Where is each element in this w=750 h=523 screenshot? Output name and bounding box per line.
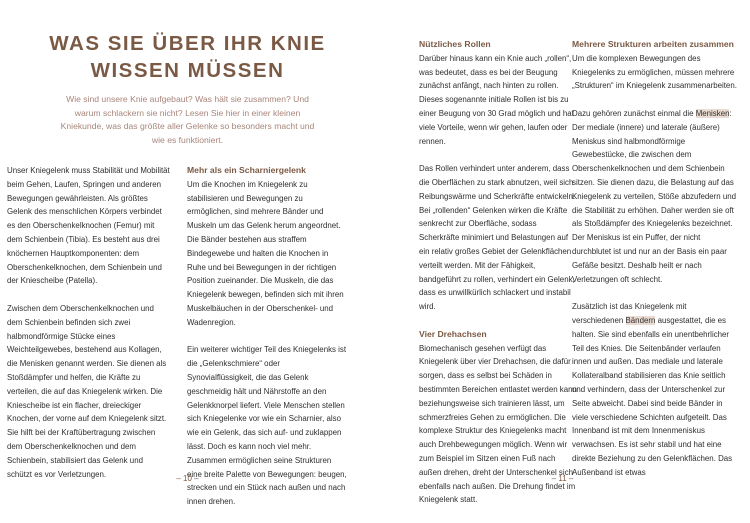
paragraph: Um die Knochen im Kniegelenk zu stabilisieren und Bewegungen zu ermöglichen, sind mehrere Bänder und Muskeln um das Gelenk herum angeordnet. Die Bänder bestehen aus straffem Bindegewebe und halten die Knochen in Ruhe und bei Bewegungen in der richtigen Position zueinander. Die Muskeln, die das Kniegelenk bewegen, befinden sich mit ihren Muskelbäuchen in der Oberschenkel- und Wadenregion. <box>187 179 344 327</box>
paragraph: Das Rollen verhindert unter anderem, dass die Oberflächen zu stark abnutzen, weil sich Reibungswärme und Scherkräfte entwickeln. Bei „rollenden“ Gelenken wirken die Kräfte senkrecht zur Oberfläche, sodass Scherkräfte minimiert und Belastungen auf ein relativ großes Gebiet der Gelenkflächen verteilt werden. Mit der Fähigkeit, bandgeführt zu rollen, verhindert ein Gelenk, dass es unwillkürlich schlackert und instabil wird. <box>419 164 576 312</box>
right-column-2 <box>572 38 737 493</box>
paragraph: Biomechanisch gesehen verfügt das Kniegelenk über vier Drehachsen, die dafür sorgen, dass es selbst bei Schäden in bestimmten Bereichen entlastet werden kann beziehungsweise sich trainieren lässt, um schmerzfreies Gehen zu ermöglichen. Die komplexe Struktur des Kniegelenks macht auch Drehbewegungen möglich. Wenn wir zum Beispiel im Sitzen einen Fuß nach außen drehen, dreht der Unterschenkel sich ebenfalls nach außen. Die Drehung findet im Kniegelenk statt. <box>419 343 577 505</box>
page-number-11: – 11 – <box>551 474 574 483</box>
text-run: Zusätzlich ist das Kniegelenk mit verschiedenen <box>572 302 687 325</box>
paragraph <box>572 300 737 479</box>
paragraph: Zwischen dem Oberschenkelknochen und dem Schienbein befinden sich zwei halbmondförmige Stücke eines Weichteilgewebes, bestehend aus Kollagen, die Menisken genannt werden. Sie dienen als Stoßdämpfer und helfen, die Kräfte zu verteilen, die auf das Kniegelenk wirken. Die Kniescheibe ist ein flacher, dreieckiger Knochen, der vorne auf dem Kniegelenk sitzt. Sie hilft bei der Kraftübertragung zwischen dem Oberschenkelknochen und dem Schienbein, stabilisiert das Gelenk und schützt es vor Verletzungen. <box>7 303 167 479</box>
paragraph: Darüber hinaus kann ein Knie auch „rollen“, was bedeutet, dass es bei der Beugung zunächst anfängt, nach hinten zu rollen. Dieses sogenannte initiale Rollen ist bis zu einer Beugung von 30 Grad möglich und hat viele Vorteile, wenn wir gehen, laufen oder rennen. <box>419 53 574 146</box>
section-heading: Nützliches Rollen <box>419 39 491 49</box>
chapter-title: WAS SIE ÜBER IHR KNIE WISSEN MÜSSEN <box>49 32 326 82</box>
highlighted-term-baendern: Bändern <box>625 315 656 325</box>
chapter-intro: Wie sind unsere Knie aufgebaut? Was hält sie zusammen? Und warum schlackern sie nicht? Lesen Sie hier in einer kleinen Kniekunde, was das größte aller Gelenke so besonders macht und wie es funktioniert. <box>60 94 315 146</box>
paragraph <box>572 107 737 286</box>
right-column-1 <box>419 38 579 521</box>
text-run: Dazu gehören zunächst einmal die <box>572 108 696 118</box>
left-column-1 <box>7 164 170 495</box>
paragraph: Ein weiterer wichtiger Teil des Kniegelenks ist die „Gelenkschmiere“ oder Synovialflüssigkeit, die das Gelenk geschmeidig hält und Nährstoffe an den Gelenkknorpel liefert. Viele Menschen stellen sich Kniegelenke vor wie ein Scharnier, also wie ein Gelenk, das sich auf- und zuklappen lässt. Doch es kann noch viel mehr. Zusammen ermöglichen seine Strukturen eine breite Palette von Bewegungen: beugen, strecken und ein Stück nach außen und nach innen drehen. <box>187 345 347 507</box>
text-run: ausgestattet, die es halten. Sie sind ebenfalls ein unentbehrlicher Teil des Knies. Die Seitenbänder verlaufen innen und außen. Das mediale und laterale Kollateralband stabilisieren das Knie seitlich und verhindern, dass der Unterschenkel zur Seite abweicht. Dabei sind beide Bänder in viele verschiedene Schichten aufgeteilt. Das Innenband ist mit dem Innenmeniskus verwachsen. Es ist sehr stabil und hat eine direkte Beziehung zu den Gelenkflächen. Das Außenband ist etwas <box>572 315 733 477</box>
section-heading: Vier Drehachsen <box>419 328 487 339</box>
paragraph: Um die komplexen Bewegungen des Kniegelenks zu ermöglichen, müssen mehrere „Strukturen“ im Kniegelenk zusammenarbeiten. <box>572 53 737 91</box>
left-column-2 <box>187 164 347 523</box>
paragraph: Unser Kniegelenk muss Stabilität und Mobilität beim Gehen, Laufen, Springen und anderen Bewegungen gewährleisten. Als größtes Gelenk des menschlichen Körpers verbindet es den Oberschenkelknochen (Femur) mit dem Schienbein (Tibia). Es besteht aus drei knöchernen Hauptkomponenten: dem Oberschenkelknochen, dem Schienbein und der Kniescheibe (Patella). <box>7 166 170 286</box>
highlighted-term-menisken: Menisken <box>695 108 730 118</box>
right-page <box>375 0 750 507</box>
text-run: : Der mediale (innere) und laterale (äußere) Meniskus sind halbmondförmige Gewebestücke, die zwischen dem Oberschenkelknochen und dem Schienbein sitzen. Sie dienen dazu, die Belastung auf das Kniegelenk zu verteilen, Stöße abzufedern und die Stabilität zu erhöhen. Daher werden sie oft als Stoßdämpfer des Kniegelenks bezeichnet. Der Meniskus ist ein Puffer, der nicht durchblutet ist und nur an der Basis ein paar Gefäße besitzt. Deshalb heilt er nach Verletzungen oft schlecht. <box>572 108 737 284</box>
page-number-10: – 10 – <box>176 474 199 483</box>
section-heading: Mehr als ein Scharniergelenk <box>187 165 306 175</box>
section-heading: Mehrere Strukturen arbeiten zusammen <box>572 39 734 49</box>
left-page <box>0 0 375 507</box>
